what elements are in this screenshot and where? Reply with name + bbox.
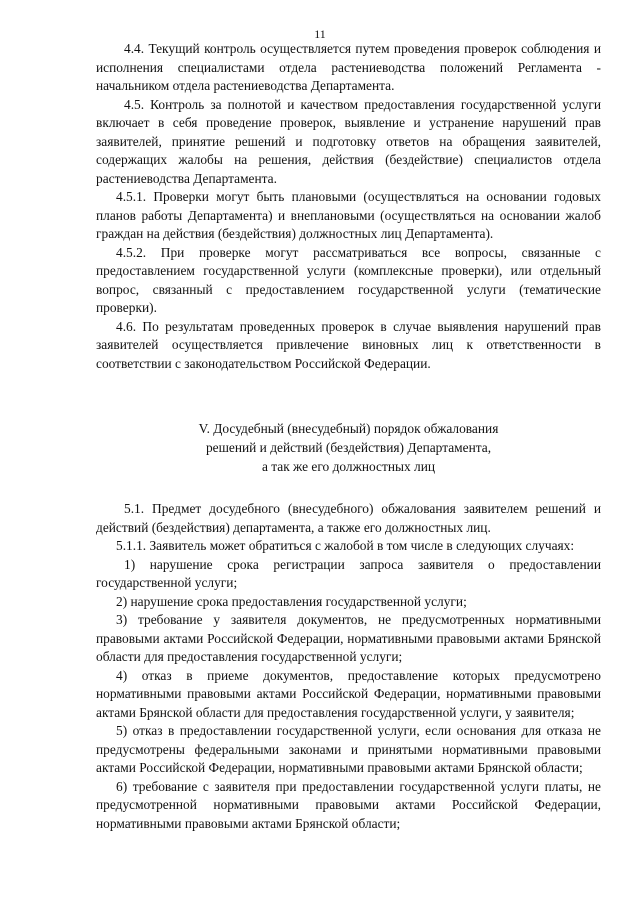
paragraph-4-4: 4.4. Текущий контроль осуществляется путем проведения проверок соблюдения и исполнения специалистами отдела растениеводства положений Регламента - начальником отдела растениеводства Департамента. (96, 41, 601, 93)
list-item-2: 2) нарушение срока предоставления государственной услуги; (116, 593, 467, 609)
section-v-title (96, 419, 601, 476)
paragraph-4-5: 4.5. Контроль за полнотой и качеством предоставления государственной услуги включает в себя проведение проверок, выявление и устранение нарушений прав заявителей, принятие решений и подготовку ответов на обращения заявителей, содержащих жалобы на решения, действия (бездействие) специалистов отдела растениеводства Департамента. (96, 96, 601, 186)
list-item-3: 3) требование у заявителя документов, не предусмотренных нормативными правовыми актами Российской Федерации, нормативными правовыми актами Брянской области для предоставления государственной услуги; (96, 612, 601, 664)
paragraph-4-6: 4.6. По результатам проведенных проверок в случае выявления нарушений прав заявителей осуществляется привлечение виновных лиц к ответственности в соответствии с законодательством Российской Федерации. (96, 318, 601, 371)
list-item-4: 4) отказ в приеме документов, предоставление которых предусмотрено нормативными правовыми актами Российской Федерации, нормативными правовыми актами Брянской области для предоставления государственной услуги, у заявителя; (96, 667, 601, 720)
list-item-5: 5) отказ в предоставлении государственной услуги, если основания для отказа не предусмотрены федеральными законами и принятыми нормативными правовыми актами Российской Федерации, нормативными правовыми актами Брянской области; (96, 723, 601, 775)
list-item-1: 1) нарушение срока регистрации запроса заявителя о предоставлении государственной услуги; (96, 556, 601, 590)
paragraph-4-5-2: 4.5.2. При проверке могут рассматриваться все вопросы, связанные с предоставлением государственной услуги (комплексные проверки), или отдельный вопрос, связанный с предоставлением государственной услуги (тематические проверки). (96, 244, 601, 315)
document-body (96, 40, 601, 833)
page-number: 11 (314, 27, 326, 41)
list-item-6: 6) требование с заявителя при предоставлении государственной услуги платы, не предусмотренной нормативными правовыми актами Российской Федерации, нормативными правовыми актами Брянской области; (96, 778, 601, 831)
paragraph-5-1: 5.1. Предмет досудебного (внесудебного) обжалования заявителем решений и действий (бездействия) департамента, а также его должностных лиц. (96, 501, 601, 535)
section-title-line-2: решений и действий (бездействия) Департамента, (205, 440, 492, 455)
section-title-line-1: V. Досудебный (внесудебный) порядок обжалования (198, 421, 499, 436)
paragraph-4-5-1: 4.5.1. Проверки могут быть плановыми (осуществляться на основании годовых планов работы Департамента) и внеплановыми (осуществляться на основании жалоб граждан на действия (бездействия) должностных лиц Департамента). (96, 189, 601, 241)
paragraph-5-1-1: 5.1.1. Заявитель может обратиться с жалобой в том числе в следующих случаях: (116, 538, 575, 553)
section-title-line-3: а так же его должностных лиц (261, 459, 436, 474)
